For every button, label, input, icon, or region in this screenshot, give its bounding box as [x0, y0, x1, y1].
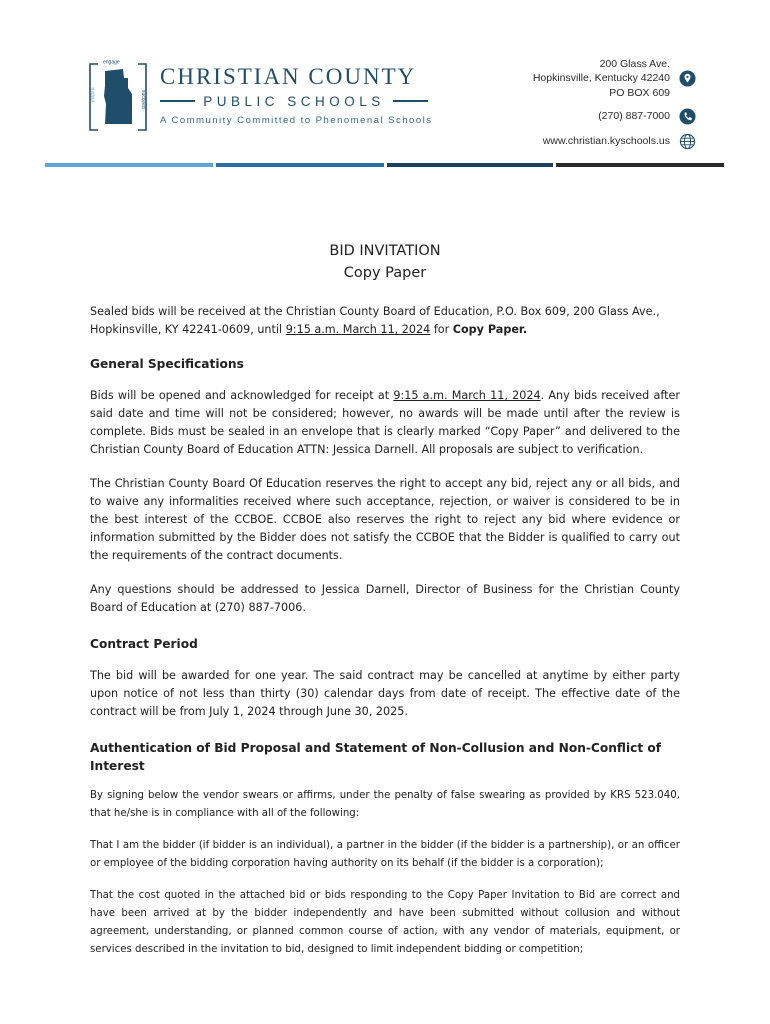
section-heading-general: General Specifications [90, 357, 244, 371]
document-title: BID INVITATION [329, 243, 441, 259]
logo-subtitle-text: PUBLIC SCHOOLS [203, 93, 385, 109]
contact-city: Hopkinsville, Kentucky 42240 [532, 72, 670, 84]
bid-opening-time: 9:15 a.m. March 11, 2024 [393, 389, 541, 402]
intro-paragraph [90, 303, 680, 339]
logo-tagline: A Community Committed to Phenomenal Schools [160, 115, 433, 126]
document-subtitle: Copy Paper [343, 265, 427, 281]
district-logo-icon [88, 60, 148, 134]
globe-icon [679, 133, 696, 150]
contact-street: 200 Glass Ave. [599, 58, 670, 70]
bid-deadline: 9:15 a.m. March 11, 2024 [285, 323, 431, 336]
logo-title: CHRISTIAN COUNTY [160, 64, 417, 89]
logo-arc-word: engage [103, 60, 120, 66]
divider [393, 100, 428, 102]
contact-phone: (270) 887-7000 [598, 110, 670, 122]
intro-text: for [430, 323, 453, 336]
authentication-paragraph: That I am the bidder (if bidder is an individual), a partner in the bidder (if the bidder is a partnership), or an officer or employee of the bidding corporation having authority on its behalf (if the bidder is a corporation); [90, 840, 680, 869]
section-heading-contract: Contract Period [90, 637, 198, 651]
contact-po-box: PO BOX 609 [609, 87, 670, 99]
phone-icon [679, 108, 696, 125]
section-heading-authentication: Authentication of Bid Proposal and Statement of Non-Collusion and Non-Conflict of Interest [90, 741, 662, 773]
general-paragraph: Any questions should be addressed to Jessica Darnell, Director of Business for the Christian County Board of Education at (270) 887-7006. [90, 583, 680, 614]
contact-website[interactable]: www.christian.kyschools.us [542, 135, 670, 147]
authentication-paragraph: That the cost quoted in the attached bid or bids responding to the Copy Paper Invitation to Bid are correct and have been arrived at by the bidder independently and have been submitted without collusion and without agreement, understanding, or planned common course of action, with any vendor of materials, equipment, or services described in the invitation to bid, designed to limit independent bidding or competition; [90, 890, 680, 955]
document-body [90, 240, 680, 959]
location-pin-icon [679, 70, 696, 87]
header-rule-segment [387, 163, 553, 167]
logo-arc-word: succeed [140, 90, 146, 109]
general-paragraph [90, 387, 680, 459]
header-rule-segment [216, 163, 384, 167]
authentication-paragraph: By signing below the vendor swears or affirms, under the penalty of false swearing as provided by KRS 523.040, that he/she is in compliance with all of the following: [90, 790, 680, 819]
logo-arc-word: inspire [90, 87, 96, 102]
general-paragraph: The Christian County Board Of Education reserves the right to accept any bid, reject any or all bids, and to waive any informalities received where such acceptance, rejection, or waiver is considered to be in the best interest of the CCBOE. CCBOE also reserves the right to reject any bid where evidence or information submitted by the Bidder does not satisfy the CCBOE that the Bidder is qualified to carry out the requirements of the contract documents. [90, 477, 680, 562]
paragraph-text: . Any bids received after said date and time will not be considered; however, no awards will be made until after the review is complete. Bids must be sealed in an envelope that is clearly marked “Copy Paper” and delivered to the Christian County Board of Education ATTN: Jessica Darnell. All proposals are subject to verification. [90, 389, 680, 456]
divider [160, 100, 195, 102]
contract-paragraph: The bid will be awarded for one year. The said contract may be cancelled at anytime by either party upon notice of not less than thirty (30) calendar days from date of receipt. The effective date of the contract will be from July 1, 2024 through June 30, 2025. [90, 669, 680, 718]
header-rule-segment [556, 163, 724, 167]
logo-subtitle [160, 92, 428, 110]
header-rule-segment [45, 163, 213, 167]
bid-item: Copy Paper. [452, 323, 528, 336]
paragraph-text: Bids will be opened and acknowledged for receipt at [90, 389, 394, 402]
intro-text: Sealed bids will be received at the Christian County Board of Education, P.O. Box 609, 200 Glass Ave., Hopkinsville, KY 42241-0609, until [90, 305, 660, 336]
